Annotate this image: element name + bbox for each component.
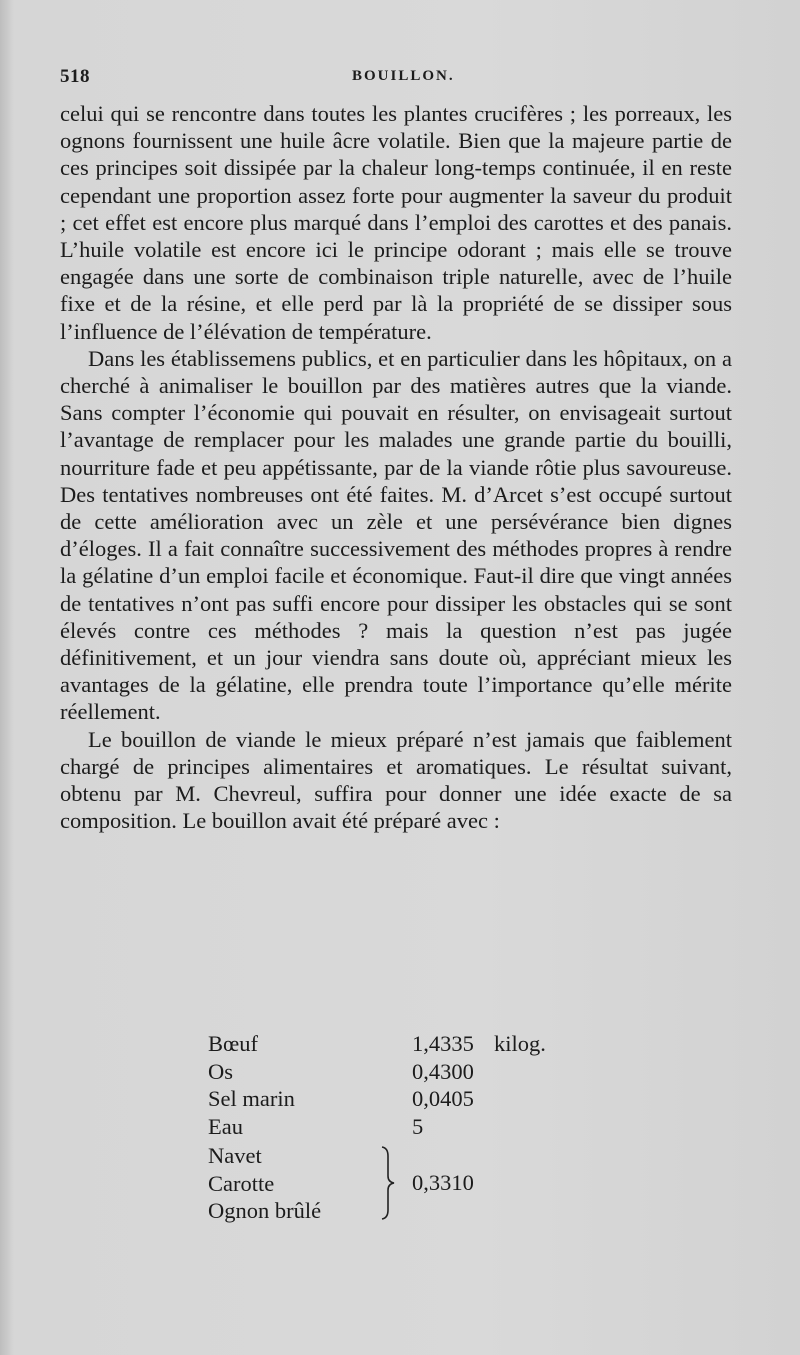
ingredient-name: Os [208, 1058, 234, 1084]
paragraph: Le bouillon de viande le mieux préparé n’est jamais que faiblement chargé de principes alimentaires et aromatiques. Le résultat suivant, obtenu par M. Chevreul, suffira pour donner une idée exacte de sa composition. Le bouillon avait été préparé avec : [60, 726, 732, 834]
ingredient-row [208, 1058, 568, 1086]
page-header [60, 66, 740, 96]
paragraph: Dans les établissemens publics, et en particulier dans les hôpitaux, on a cherché à animaliser le bouillon par des matières autres que la viande. Sans compter l’économie qui pouvait en résulter, on envisageait surtout l’avantage de remplacer pour les malades une grande partie du bouilli, nourriture fade et peu appétissante, par de la viande rôtie plus savoureuse. Des tentatives nombreuses ont été faites. M. d’Arcet s’est occupé surtout de cette amélioration avec un zèle et une persévérance bien dignes d’éloges. Il a fait connaître successivement des méthodes propres à rendre la gélatine d’un emploi facile et économique. Faut-il dire que vingt années de tentatives n’ont pas suffi encore pour dissiper les obstacles qui se sont élevés contre ces méthodes ? mais la question n’est pas jugée définitivement, et un jour viendra sans doute où, appréciant mieux les avantages de la gélatine, elle prendra toute l’importance qu’elle mérite réellement. [60, 345, 732, 725]
curly-brace-icon [380, 1146, 396, 1220]
ingredient-name: Carotte [208, 1170, 275, 1196]
ingredient-unit: kilog. [494, 1031, 546, 1056]
ingredient-name: Ognon brûlé [208, 1198, 322, 1223]
ingredient-quantity: 1,4335 [412, 1031, 474, 1056]
running-title: BOUILLON. [352, 68, 455, 84]
ingredient-quantity: 5 [412, 1113, 424, 1139]
ingredient-name: Sel marin [208, 1086, 295, 1111]
ingredient-row [208, 1030, 568, 1058]
ingredient-name: Bœuf [208, 1031, 258, 1056]
ingredient-group [208, 1142, 568, 1225]
ingredient-name: Navet [208, 1143, 262, 1168]
ingredient-quantity: 0,0405 [412, 1086, 474, 1111]
page-number: 518 [60, 66, 90, 87]
ingredient-table [208, 1030, 568, 1225]
ingredient-row [208, 1113, 568, 1141]
ingredient-name: Eau [208, 1113, 243, 1139]
paragraph: celui qui se rencontre dans toutes les plantes crucifères ; les porreaux, les ognons fournissent une huile âcre volatile. Bien que la majeure partie de ces principes soit dissipée par la chaleur long-temps continuée, il en reste cependant une proportion assez forte pour augmenter la saveur du produit ; cet effet est encore plus marqué dans l’emploi des carottes et des panais. L’huile volatile est encore ici le principe odorant ; mais elle se trouve engagée dans une sorte de combinaison triple naturelle, avec de l’huile fixe et de la résine, et elle perd par là la propriété de se dissiper sous l’influence de l’élévation de température. [60, 101, 732, 344]
group-quantity: 0,3310 [412, 1170, 474, 1195]
body-text [60, 100, 732, 834]
ingredient-quantity: 0,4300 [412, 1058, 474, 1084]
ingredient-row [208, 1085, 568, 1113]
